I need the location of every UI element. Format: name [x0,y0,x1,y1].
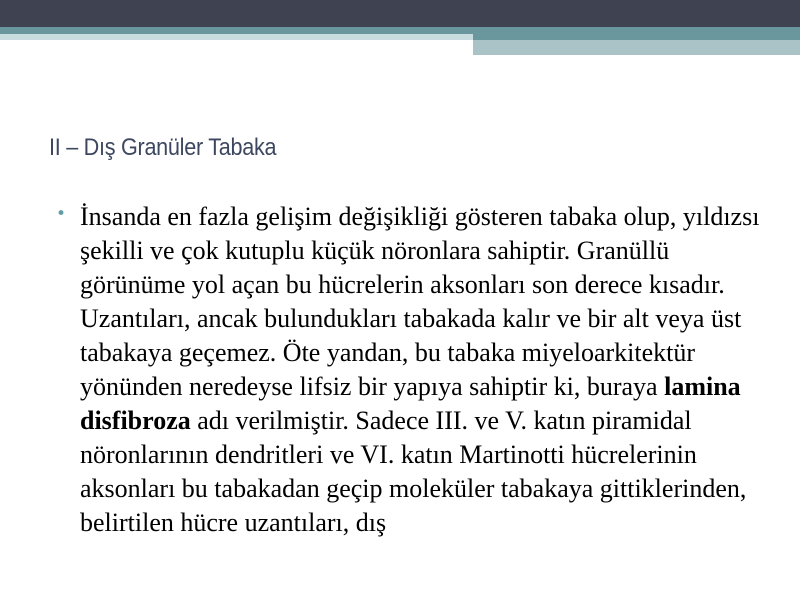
bold-term: lamina disfibroza [80,372,741,435]
header-band-accent [473,40,800,55]
bullet-text-part-2: adı verilmiştir. Sadece III. ve V. katın piramidal nöronlarının dendritleri ve VI. katın Martinotti hücrelerinin aksonları bu tabakadan geçip moleküler tabakaya gittiklerinden, belirtilen hücre uzantıları, dış [80,406,747,537]
bullet-item [56,200,776,540]
bullet-paragraph [80,200,776,540]
slide-title: II – Dış Granüler Tabaka [49,134,277,161]
header-band-light [0,34,473,40]
header-band-dark [0,0,800,27]
slide-body [56,200,776,540]
bullet-text-part-1: İnsanda en fazla gelişim değişikliği gösteren tabaka olup, yıldızsı şekilli ve çok kutuplu küçük nöronlara sahiptir. Granüllü görünüme yol açan bu hücrelerin aksonları son derece kısadır. Uzantıları, ancak bulundukları tabakada kalır ve bir alt veya üst tabakaya geçemez. Öte yandan, bu tabaka miyeloarkitektür yönünden neredeyse lifsiz bir yapıya sahiptir ki, buraya [80,202,760,401]
bullet-marker: • [56,204,67,224]
